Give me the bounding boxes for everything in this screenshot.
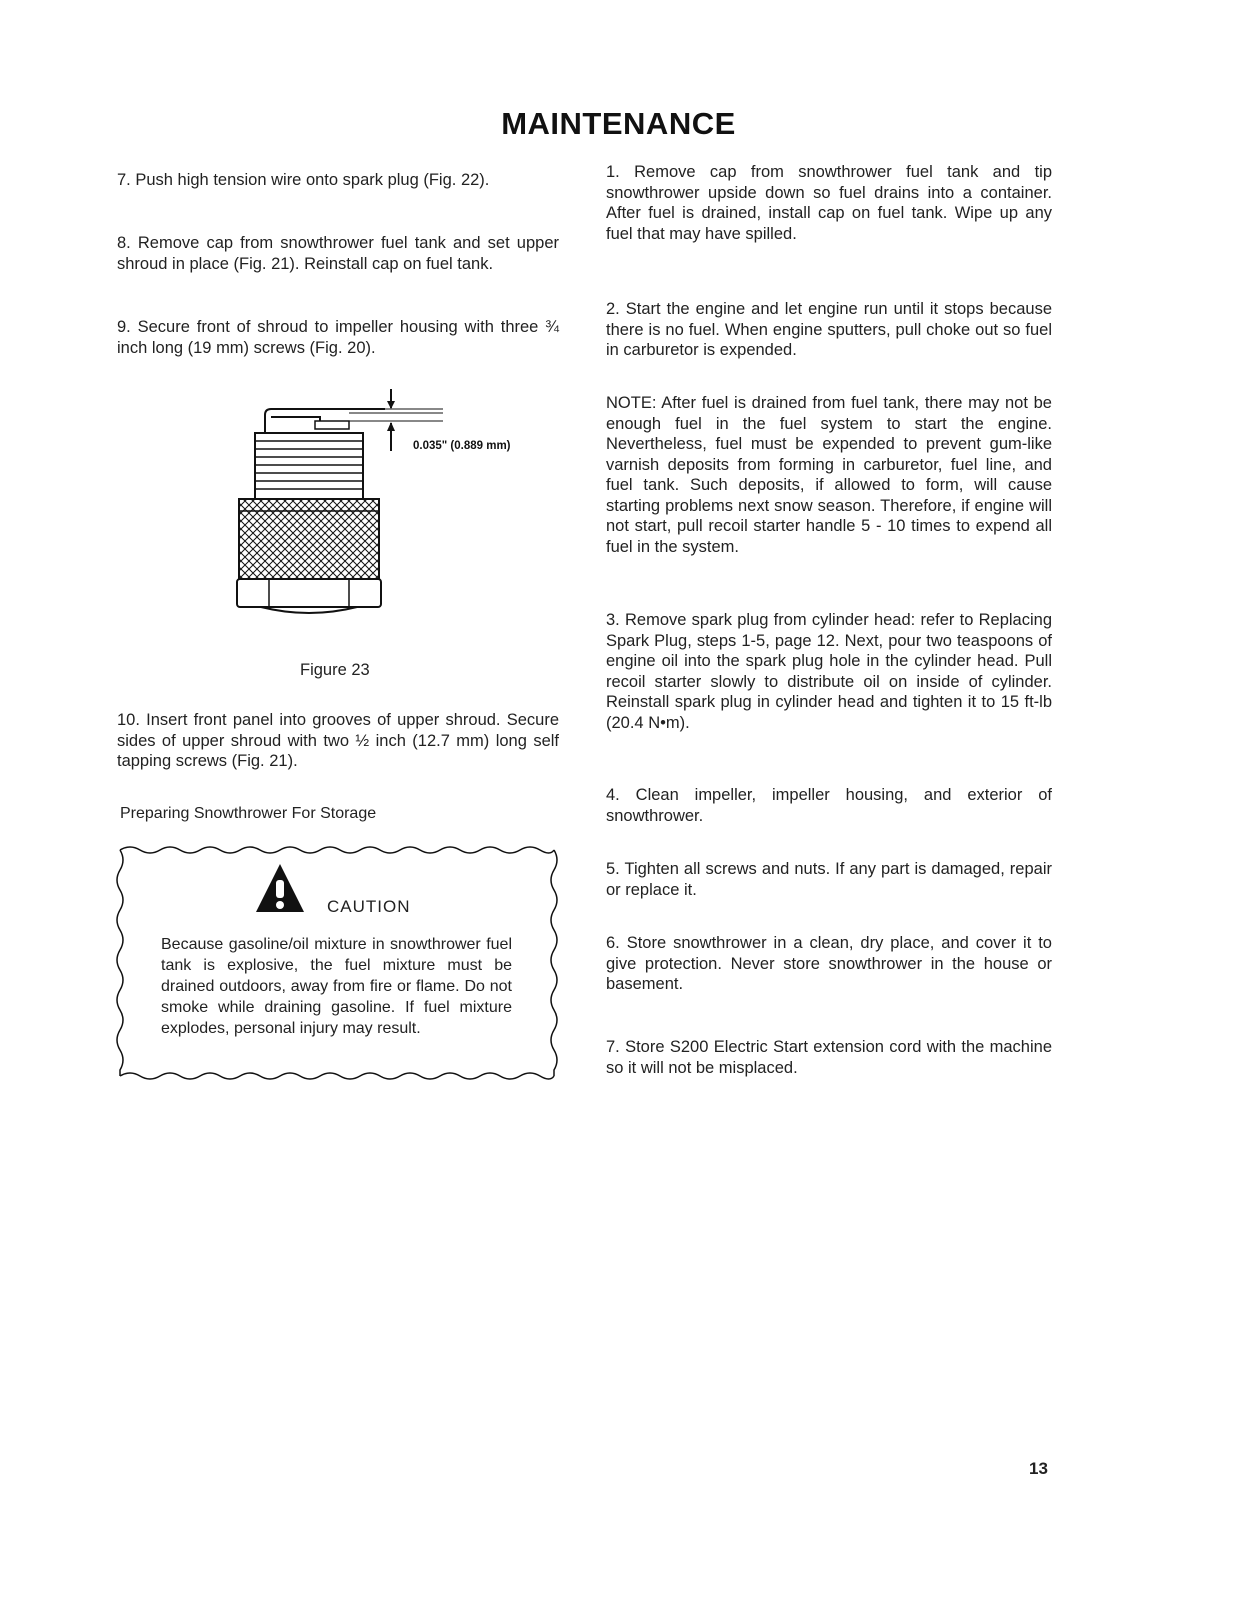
caution-title: CAUTION [327, 897, 411, 916]
gap-dimension-label: 0.035" (0.889 mm) [413, 440, 511, 452]
step-2-right: 2. Start the engine and let engine run until it stops because there is no fuel. When engine sputters, pull choke out so fuel in carburetor is expended. [606, 300, 1052, 359]
step-10-left: 10. Insert front panel into grooves of upper shroud. Secure sides of upper shroud with two ½ inch (12.7 mm) long self tapping screws (Fig. 21). [117, 711, 559, 770]
step-9-left: 9. Secure front of shroud to impeller housing with three ¾ inch long (19 mm) screws (Fig. 20). [117, 318, 559, 357]
caution-text: Because gasoline/oil mixture in snowthrower fuel tank is explosive, the fuel mixture must be drained outdoors, away from fire or flame. Do not smoke while draining gasoline. If fuel mixture explodes, personal injury may result. [161, 936, 512, 1037]
storage-section-heading: Preparing Snowthrower For Storage [120, 805, 377, 822]
step-7-right: 7. Store S200 Electric Start extension cord with the machine so it will not be misplaced. [606, 1038, 1052, 1077]
figure-caption: Figure 23 [300, 661, 370, 679]
spark-plug-diagram [225, 385, 560, 635]
step-6-right: 6. Store snowthrower in a clean, dry place, and cover it to give protection. Never store snowthrower in the house or basement. [606, 934, 1052, 993]
step-4-right: 4. Clean impeller, impeller housing, and exterior of snowthrower. [606, 786, 1052, 825]
step-3-right: 3. Remove spark plug from cylinder head: refer to Replacing Spark Plug, steps 1-5, page 12. Next, pour two teaspoons of engine oil into the spark plug hole in the cylinder head. Pull recoil starter slowly to distribute oil on inside of cylinder. Reinstall spark plug in cylinder head and tighten it to 15 ft-lb (20.4 N•m). [606, 611, 1052, 732]
spark-plug-drawing [225, 385, 560, 635]
warning-triangle-icon [254, 862, 306, 914]
step-7-left: 7. Push high tension wire onto spark plug (Fig. 22). [117, 171, 490, 189]
step-5-right: 5. Tighten all screws and nuts. If any part is damaged, repair or replace it. [606, 860, 1052, 899]
step-1-right: 1. Remove cap from snowthrower fuel tank and tip snowthrower upside down so fuel drains into a container. After fuel is drained, install cap on fuel tank. Wipe up any fuel that may have spilled. [606, 163, 1052, 243]
step-8-left: 8. Remove cap from snowthrower fuel tank and set upper shroud in place (Fig. 21). Reinstall cap on fuel tank. [117, 234, 559, 273]
page-number: 13 [1029, 1459, 1048, 1478]
note-paragraph: NOTE: After fuel is drained from fuel tank, there may not be enough fuel in the fuel system to start the engine. Nevertheless, fuel must be expended to prevent gum-like varnish deposits from forming in carburetor, fuel line, and fuel tank. Such deposits, if allowed to form, will cause starting problems next snow season. Therefore, if engine will not start, pull recoil starter handle 5 - 10 times to expend all fuel in the system. [606, 394, 1052, 556]
page-title: MAINTENANCE [501, 106, 736, 141]
caution-box [116, 842, 558, 1082]
